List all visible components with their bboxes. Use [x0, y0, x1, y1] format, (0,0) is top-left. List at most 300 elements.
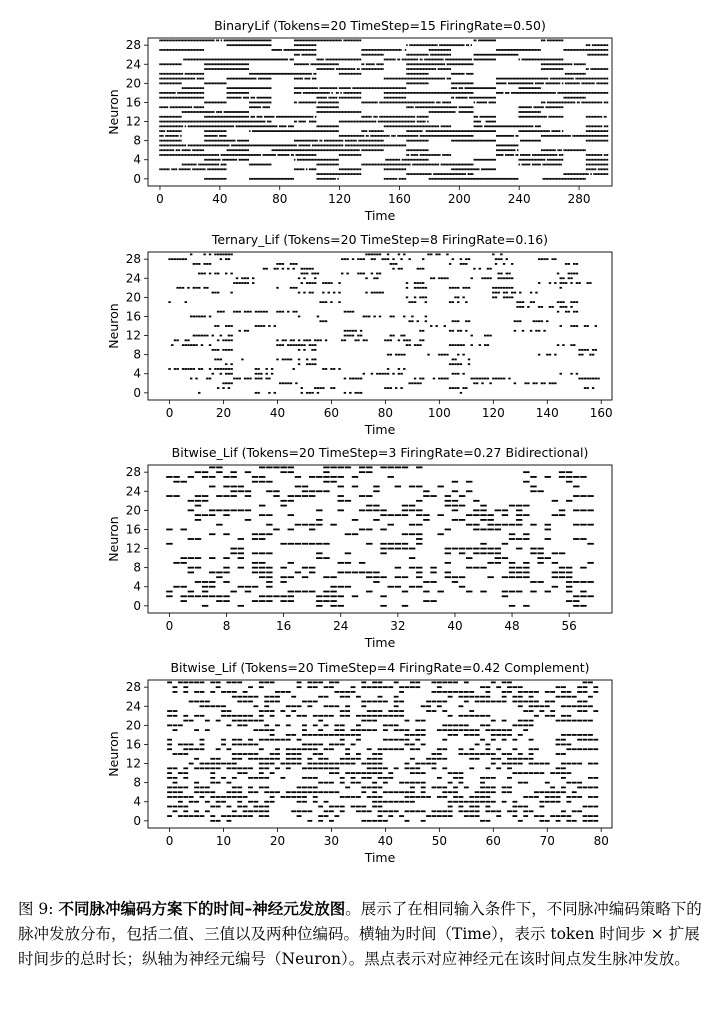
spike	[207, 130, 208, 132]
spike	[595, 140, 596, 142]
spike	[225, 145, 226, 147]
spike	[375, 135, 376, 137]
spike	[553, 135, 554, 137]
spike	[572, 97, 573, 99]
spike	[507, 145, 508, 147]
spike	[596, 44, 597, 46]
spike	[562, 154, 563, 156]
spike	[375, 54, 376, 56]
spike	[477, 59, 478, 61]
spike	[192, 59, 193, 61]
spike	[351, 140, 352, 142]
spike	[462, 130, 463, 132]
spike	[300, 49, 301, 51]
spike	[436, 111, 437, 113]
spike	[468, 63, 469, 65]
spike	[570, 373, 572, 375]
spike	[282, 130, 283, 132]
spike	[541, 102, 542, 104]
spike	[466, 92, 467, 94]
spike	[539, 116, 540, 118]
spike	[237, 92, 238, 94]
spike	[204, 159, 205, 161]
spike	[544, 102, 545, 104]
spike	[206, 68, 207, 70]
spike	[601, 68, 602, 70]
spike	[486, 116, 487, 118]
spike	[373, 54, 374, 56]
spike	[310, 116, 311, 118]
spike	[575, 178, 576, 180]
spike	[303, 102, 304, 104]
spike	[204, 111, 205, 113]
spike	[261, 130, 262, 132]
spike	[352, 111, 353, 113]
spike	[495, 178, 496, 180]
spike	[510, 49, 511, 51]
spike	[228, 125, 229, 127]
spike	[311, 392, 313, 394]
spike	[442, 68, 443, 70]
spike	[385, 49, 386, 51]
spike	[195, 164, 196, 166]
spike	[334, 63, 335, 65]
spike	[162, 106, 163, 108]
spike	[421, 102, 422, 104]
spike	[270, 125, 271, 127]
spike	[249, 106, 250, 108]
spike	[189, 78, 190, 80]
spike	[194, 154, 195, 156]
spike	[451, 92, 452, 94]
spike	[427, 173, 428, 175]
spike	[198, 125, 199, 127]
spike	[270, 178, 271, 180]
spike	[406, 44, 407, 46]
spike	[195, 121, 196, 123]
spike	[402, 59, 403, 61]
spike	[269, 164, 270, 166]
spike	[439, 102, 440, 104]
spike	[484, 87, 485, 89]
spike	[544, 135, 545, 137]
spike	[328, 92, 329, 94]
spike	[590, 102, 591, 104]
spike	[593, 44, 594, 46]
spike	[542, 39, 543, 41]
spike	[532, 92, 533, 94]
spike	[198, 392, 200, 394]
spike	[330, 164, 331, 166]
y-tick-label: 28	[125, 38, 141, 53]
spike	[554, 102, 555, 104]
spike	[170, 106, 171, 108]
spike	[316, 59, 317, 61]
spike	[524, 154, 525, 156]
spike	[231, 87, 232, 89]
spike	[393, 59, 394, 61]
spike	[553, 149, 554, 151]
spike	[230, 63, 231, 65]
spike	[385, 92, 386, 94]
spike	[466, 106, 467, 108]
spike	[334, 178, 335, 180]
spike	[584, 97, 585, 99]
spike	[198, 164, 199, 166]
spike	[233, 63, 234, 65]
spike	[490, 116, 491, 118]
spike	[536, 140, 537, 142]
spike	[213, 164, 214, 166]
spike	[258, 145, 259, 147]
spike	[321, 92, 322, 94]
spike	[246, 159, 247, 161]
spike	[560, 102, 561, 104]
spike	[300, 154, 301, 156]
spike	[450, 154, 451, 156]
spike	[395, 387, 397, 389]
spike	[418, 125, 419, 127]
spike	[225, 59, 226, 61]
spike	[388, 78, 389, 80]
spike	[306, 140, 307, 142]
spike	[257, 97, 258, 99]
spike	[198, 145, 199, 147]
spike	[325, 39, 326, 41]
spike	[390, 59, 391, 61]
spike	[590, 125, 591, 127]
spike	[548, 116, 549, 118]
spike	[545, 164, 546, 166]
spike	[209, 168, 210, 170]
spike	[284, 49, 285, 51]
spike	[599, 44, 600, 46]
spike	[480, 116, 481, 118]
spike	[219, 178, 220, 180]
spike	[448, 135, 449, 137]
spike	[457, 130, 458, 132]
spike	[574, 73, 575, 75]
spike	[411, 54, 412, 56]
spike	[496, 178, 497, 180]
spike	[387, 145, 388, 147]
spike	[554, 63, 555, 65]
spike	[417, 73, 418, 75]
spike	[539, 154, 540, 156]
spike	[239, 111, 240, 113]
spike	[360, 140, 361, 142]
spike	[233, 39, 234, 41]
spike	[385, 178, 386, 180]
spike	[342, 149, 343, 151]
spike	[319, 87, 320, 89]
spike	[581, 63, 582, 65]
spike	[234, 39, 235, 41]
spike	[306, 168, 307, 170]
spike	[180, 116, 181, 118]
spike	[472, 173, 473, 175]
spike	[557, 92, 558, 94]
spike	[595, 154, 596, 156]
spike	[423, 159, 424, 161]
spike	[599, 68, 600, 70]
spike	[201, 87, 202, 89]
spike	[420, 149, 421, 151]
spike	[237, 111, 238, 113]
spike	[210, 178, 211, 180]
spike	[313, 145, 314, 147]
spike	[289, 145, 290, 147]
spike	[373, 121, 374, 123]
spike	[351, 154, 352, 156]
spike	[397, 116, 398, 118]
spike	[243, 39, 244, 41]
spike	[587, 44, 588, 46]
spike	[298, 168, 299, 170]
spike	[510, 125, 511, 127]
spike	[426, 82, 427, 84]
spike	[457, 59, 458, 61]
spike	[230, 111, 231, 113]
spike	[360, 154, 361, 156]
spike	[285, 49, 286, 51]
spike	[538, 106, 539, 108]
spike	[298, 73, 299, 75]
spike	[215, 145, 216, 147]
spike	[481, 59, 482, 61]
spike	[216, 63, 217, 65]
spike	[403, 354, 405, 356]
spike	[276, 73, 277, 75]
spike	[191, 97, 192, 99]
spike	[327, 92, 328, 94]
spike	[382, 145, 383, 147]
spike	[348, 92, 349, 94]
spike	[352, 92, 353, 94]
spike	[239, 39, 240, 41]
spike	[342, 173, 343, 175]
spike	[498, 149, 499, 151]
spike	[236, 63, 237, 65]
spike	[263, 154, 264, 156]
spike	[165, 121, 166, 123]
spike	[248, 140, 249, 142]
spike	[231, 78, 232, 80]
spike	[444, 354, 446, 356]
spike	[399, 135, 400, 137]
spike	[174, 82, 175, 84]
spike	[554, 354, 556, 356]
spike	[206, 125, 207, 127]
spike	[556, 164, 557, 166]
spike	[239, 59, 240, 61]
spike	[592, 135, 593, 137]
spike	[325, 102, 326, 104]
spike	[174, 116, 175, 118]
spike	[285, 59, 286, 61]
spike	[507, 54, 508, 56]
spike	[267, 73, 268, 75]
spike	[203, 149, 204, 151]
spike	[312, 49, 313, 51]
spike	[213, 135, 214, 137]
spike	[382, 87, 383, 89]
spike	[414, 382, 416, 384]
spike	[453, 106, 454, 108]
spike	[463, 130, 464, 132]
spike	[318, 59, 319, 61]
spike	[260, 106, 261, 108]
spike	[252, 73, 253, 75]
spike	[462, 164, 463, 166]
spike	[556, 102, 557, 104]
spike	[481, 97, 482, 99]
spike	[301, 387, 303, 389]
spike	[316, 145, 317, 147]
spike	[179, 140, 180, 142]
spike	[239, 121, 240, 123]
spike	[473, 378, 475, 380]
spike	[294, 149, 295, 151]
spike	[180, 145, 181, 147]
spike	[469, 130, 470, 132]
spike	[417, 130, 418, 132]
spike	[541, 106, 542, 108]
spike	[363, 130, 364, 132]
spike	[391, 78, 392, 80]
spike	[185, 164, 186, 166]
spike	[255, 373, 257, 375]
chart-1	[106, 18, 612, 223]
spike	[385, 102, 386, 104]
spike	[427, 44, 428, 46]
spike	[198, 149, 199, 151]
spike	[301, 73, 302, 75]
spike	[245, 154, 246, 156]
spike	[183, 121, 184, 123]
spike	[492, 125, 493, 127]
spike	[520, 116, 521, 118]
spike	[566, 173, 567, 175]
spike	[559, 82, 560, 84]
spike	[209, 164, 210, 166]
spike	[270, 102, 271, 104]
spike	[284, 73, 285, 75]
spike	[526, 159, 527, 161]
spike	[203, 78, 204, 80]
spike	[516, 125, 517, 127]
spike	[448, 111, 449, 113]
spike	[183, 59, 184, 61]
spike	[240, 39, 241, 41]
spike	[402, 121, 403, 123]
spike	[295, 92, 296, 94]
spike	[258, 87, 259, 89]
spike	[511, 82, 512, 84]
spike	[602, 68, 603, 70]
spike	[396, 78, 397, 80]
spike	[246, 44, 247, 46]
spike	[436, 54, 437, 56]
spike	[201, 125, 202, 127]
spike	[472, 97, 473, 99]
spike	[237, 116, 238, 118]
spike	[444, 111, 445, 113]
spike	[524, 59, 525, 61]
spike	[318, 145, 319, 147]
spike	[432, 164, 433, 166]
spike	[444, 135, 445, 137]
spike	[486, 140, 487, 142]
spike	[463, 168, 464, 170]
spike	[330, 111, 331, 113]
spike	[346, 92, 347, 94]
spike	[251, 44, 252, 46]
spike	[408, 102, 409, 104]
spike	[452, 363, 454, 365]
spike	[415, 54, 416, 56]
spike	[288, 73, 289, 75]
chart-2	[106, 232, 613, 437]
spike	[562, 63, 563, 65]
spike	[601, 135, 602, 137]
spike	[411, 159, 412, 161]
spike	[239, 44, 240, 46]
spike	[539, 59, 540, 61]
spike	[327, 140, 328, 142]
spike	[530, 111, 531, 113]
spike	[162, 145, 163, 147]
spike	[294, 49, 295, 51]
spike	[343, 39, 344, 41]
spike	[180, 63, 181, 65]
spike	[436, 125, 437, 127]
spike	[465, 82, 466, 84]
spike	[433, 154, 434, 156]
spike	[496, 135, 497, 137]
spike	[376, 54, 377, 56]
spike	[319, 102, 320, 104]
spike	[307, 87, 308, 89]
spike	[460, 363, 462, 365]
spike	[192, 168, 193, 170]
spike	[460, 164, 461, 166]
spike	[448, 173, 449, 175]
spike	[544, 159, 545, 161]
spike	[209, 154, 210, 156]
spike	[492, 102, 493, 104]
spike	[388, 92, 389, 94]
spike	[187, 344, 189, 346]
spike	[303, 349, 305, 351]
spike	[448, 44, 449, 46]
spike	[580, 73, 581, 75]
spike	[442, 106, 443, 108]
spike	[287, 73, 288, 75]
spike	[438, 49, 439, 51]
spike	[399, 145, 400, 147]
spike	[495, 59, 496, 61]
spike	[427, 59, 428, 61]
spike	[563, 102, 564, 104]
spike	[291, 149, 292, 151]
spike	[312, 87, 313, 89]
spike	[578, 78, 579, 80]
spike	[197, 149, 198, 151]
spike	[527, 130, 528, 132]
spike	[269, 39, 270, 41]
spike	[364, 102, 365, 104]
